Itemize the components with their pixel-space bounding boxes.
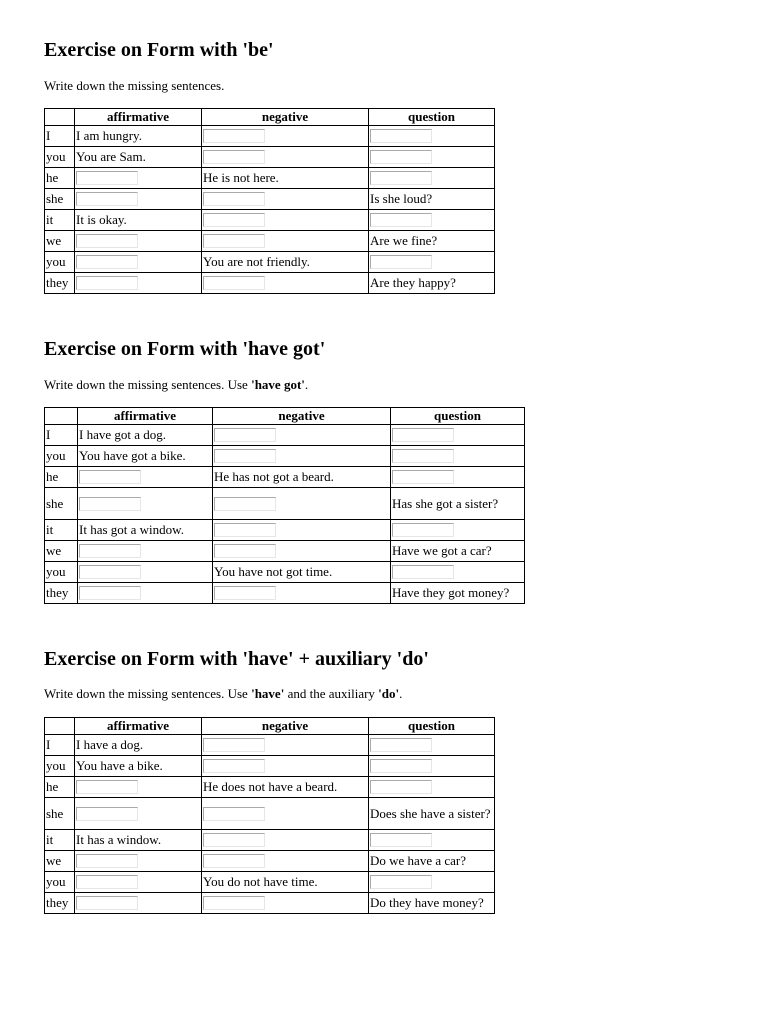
affirmative-answer-cell bbox=[75, 851, 202, 872]
negative-answer-input[interactable] bbox=[203, 759, 265, 773]
question-answer-cell bbox=[369, 735, 495, 756]
instruction-emphasis: 'have' bbox=[251, 686, 285, 701]
negative-answer-input[interactable] bbox=[203, 833, 265, 847]
negative-answer-cell bbox=[202, 231, 369, 252]
affirmative-answer-input[interactable] bbox=[76, 255, 138, 269]
affirmative-answer-cell bbox=[75, 168, 202, 189]
question-answer-input[interactable] bbox=[392, 428, 454, 442]
affirmative-sentence-cell: I have got a dog. bbox=[78, 425, 213, 446]
negative-answer-cell bbox=[202, 830, 369, 851]
affirmative-sentence-cell: It is okay. bbox=[75, 210, 202, 231]
affirmative-answer-cell bbox=[78, 467, 213, 488]
affirmative-answer-cell bbox=[75, 777, 202, 798]
question-answer-cell bbox=[369, 126, 495, 147]
question-answer-input[interactable] bbox=[370, 255, 432, 269]
affirmative-answer-input[interactable] bbox=[76, 171, 138, 185]
header-pronoun bbox=[45, 109, 75, 126]
table-row bbox=[45, 126, 495, 147]
negative-answer-input[interactable] bbox=[203, 150, 265, 164]
question-sentence-cell: Are they happy? bbox=[369, 273, 495, 294]
table-row bbox=[45, 830, 495, 851]
affirmative-answer-input[interactable] bbox=[76, 875, 138, 889]
affirmative-answer-cell bbox=[75, 798, 202, 830]
table-row bbox=[45, 168, 495, 189]
pronoun-cell: we bbox=[45, 541, 78, 562]
table-row bbox=[45, 467, 525, 488]
table-row bbox=[45, 872, 495, 893]
question-sentence-cell: Have they got money? bbox=[391, 583, 525, 604]
pronoun-cell: I bbox=[45, 126, 75, 147]
header-pronoun bbox=[45, 718, 75, 735]
table-row bbox=[45, 583, 525, 604]
header-question: question bbox=[369, 718, 495, 735]
table-row bbox=[45, 488, 525, 520]
pronoun-cell: you bbox=[45, 756, 75, 777]
affirmative-answer-cell bbox=[75, 872, 202, 893]
affirmative-answer-cell bbox=[75, 189, 202, 210]
affirmative-sentence-cell: You are Sam. bbox=[75, 147, 202, 168]
negative-answer-input[interactable] bbox=[203, 234, 265, 248]
question-answer-cell bbox=[391, 446, 525, 467]
question-sentence-cell: Do they have money? bbox=[369, 893, 495, 914]
pronoun-cell: I bbox=[45, 425, 78, 446]
instruction-text: Write down the missing sentences. Use bbox=[44, 377, 252, 392]
negative-answer-cell bbox=[202, 756, 369, 777]
pronoun-cell: she bbox=[45, 798, 75, 830]
negative-answer-cell bbox=[202, 893, 369, 914]
table-row bbox=[45, 798, 495, 830]
instruction-text: . bbox=[399, 686, 403, 701]
question-answer-input[interactable] bbox=[392, 470, 454, 484]
affirmative-answer-cell bbox=[75, 893, 202, 914]
negative-answer-input[interactable] bbox=[203, 276, 265, 290]
header-pronoun bbox=[45, 408, 78, 425]
question-answer-input[interactable] bbox=[370, 833, 432, 847]
question-answer-cell bbox=[369, 210, 495, 231]
negative-answer-cell bbox=[202, 798, 369, 830]
table-header-row bbox=[45, 718, 495, 735]
instruction-emphasis: 'have got' bbox=[251, 377, 305, 392]
table-row bbox=[45, 189, 495, 210]
affirmative-answer-cell bbox=[78, 541, 213, 562]
table-row bbox=[45, 231, 495, 252]
header-affirmative: affirmative bbox=[75, 718, 202, 735]
negative-answer-cell bbox=[213, 446, 391, 467]
question-answer-cell bbox=[369, 777, 495, 798]
pronoun-cell: they bbox=[45, 273, 75, 294]
question-answer-input[interactable] bbox=[370, 150, 432, 164]
question-sentence-cell: Has she got a sister? bbox=[391, 488, 525, 520]
negative-answer-input[interactable] bbox=[214, 523, 276, 537]
table-row bbox=[45, 851, 495, 872]
question-sentence-cell: Do we have a car? bbox=[369, 851, 495, 872]
negative-answer-input[interactable] bbox=[203, 213, 265, 227]
exercise-have-do-table bbox=[44, 717, 495, 914]
question-answer-cell bbox=[369, 252, 495, 273]
question-answer-input[interactable] bbox=[392, 523, 454, 537]
affirmative-answer-input[interactable] bbox=[76, 234, 138, 248]
pronoun-cell: it bbox=[45, 830, 75, 851]
table-row bbox=[45, 520, 525, 541]
pronoun-cell: she bbox=[45, 488, 78, 520]
question-answer-cell bbox=[369, 168, 495, 189]
negative-sentence-cell: You are not friendly. bbox=[202, 252, 369, 273]
question-answer-cell bbox=[391, 520, 525, 541]
pronoun-cell: you bbox=[45, 252, 75, 273]
negative-sentence-cell: You have not got time. bbox=[213, 562, 391, 583]
affirmative-answer-input[interactable] bbox=[76, 896, 138, 910]
table-row bbox=[45, 756, 495, 777]
affirmative-sentence-cell: It has a window. bbox=[75, 830, 202, 851]
pronoun-cell: he bbox=[45, 777, 75, 798]
instruction-text: and the auxiliary bbox=[284, 686, 379, 701]
affirmative-answer-input[interactable] bbox=[79, 565, 141, 579]
affirmative-answer-input[interactable] bbox=[79, 586, 141, 600]
question-answer-cell bbox=[369, 872, 495, 893]
negative-sentence-cell: He is not here. bbox=[202, 168, 369, 189]
question-answer-cell bbox=[391, 467, 525, 488]
table-row bbox=[45, 425, 525, 446]
table-row bbox=[45, 541, 525, 562]
table-header-row bbox=[45, 408, 525, 425]
question-sentence-cell: Is she loud? bbox=[369, 189, 495, 210]
table-row bbox=[45, 562, 525, 583]
exercise-have-got-section bbox=[44, 337, 534, 617]
header-question: question bbox=[369, 109, 495, 126]
negative-answer-cell bbox=[202, 147, 369, 168]
header-affirmative: affirmative bbox=[78, 408, 213, 425]
negative-answer-input[interactable] bbox=[214, 586, 276, 600]
header-question: question bbox=[391, 408, 525, 425]
affirmative-sentence-cell: It has got a window. bbox=[78, 520, 213, 541]
negative-sentence-cell: He has not got a beard. bbox=[213, 467, 391, 488]
negative-sentence-cell: He does not have a beard. bbox=[202, 777, 369, 798]
affirmative-answer-input[interactable] bbox=[79, 497, 141, 511]
table-row bbox=[45, 273, 495, 294]
affirmative-answer-cell bbox=[78, 488, 213, 520]
header-affirmative: affirmative bbox=[75, 109, 202, 126]
question-sentence-cell: Are we fine? bbox=[369, 231, 495, 252]
exercise-have-got-title: Exercise on Form with 'have got' bbox=[44, 338, 326, 360]
question-answer-input[interactable] bbox=[370, 213, 432, 227]
pronoun-cell: it bbox=[45, 520, 78, 541]
affirmative-answer-cell bbox=[78, 562, 213, 583]
pronoun-cell: they bbox=[45, 583, 78, 604]
affirmative-sentence-cell: You have got a bike. bbox=[78, 446, 213, 467]
pronoun-cell: she bbox=[45, 189, 75, 210]
question-answer-input[interactable] bbox=[392, 565, 454, 579]
affirmative-sentence-cell: I am hungry. bbox=[75, 126, 202, 147]
header-negative: negative bbox=[202, 718, 369, 735]
negative-answer-cell bbox=[213, 520, 391, 541]
pronoun-cell: I bbox=[45, 735, 75, 756]
pronoun-cell: you bbox=[45, 872, 75, 893]
question-answer-cell bbox=[391, 562, 525, 583]
pronoun-cell: he bbox=[45, 168, 75, 189]
question-answer-input[interactable] bbox=[370, 129, 432, 143]
question-answer-cell bbox=[391, 425, 525, 446]
exercise-have-do-instruction bbox=[44, 686, 402, 702]
negative-sentence-cell: You do not have time. bbox=[202, 872, 369, 893]
question-sentence-cell: Have we got a car? bbox=[391, 541, 525, 562]
pronoun-cell: you bbox=[45, 562, 78, 583]
negative-answer-input[interactable] bbox=[203, 854, 265, 868]
affirmative-answer-input[interactable] bbox=[79, 470, 141, 484]
table-row bbox=[45, 893, 495, 914]
negative-answer-cell bbox=[213, 583, 391, 604]
exercise-be-table bbox=[44, 108, 495, 294]
table-row bbox=[45, 446, 525, 467]
negative-answer-input[interactable] bbox=[203, 129, 265, 143]
exercise-be-instruction: Write down the missing sentences. bbox=[44, 78, 225, 93]
negative-answer-cell bbox=[213, 488, 391, 520]
affirmative-answer-input[interactable] bbox=[76, 192, 138, 206]
table-row bbox=[45, 252, 495, 273]
instruction-text: . bbox=[304, 377, 309, 392]
affirmative-answer-input[interactable] bbox=[76, 780, 138, 794]
affirmative-answer-input[interactable] bbox=[79, 544, 141, 558]
question-answer-input[interactable] bbox=[370, 171, 432, 185]
affirmative-answer-input[interactable] bbox=[76, 807, 138, 821]
exercise-be-title: Exercise on Form with 'be' bbox=[44, 39, 274, 61]
negative-answer-cell bbox=[202, 210, 369, 231]
exercise-be-section bbox=[44, 38, 504, 308]
affirmative-answer-input[interactable] bbox=[76, 854, 138, 868]
affirmative-answer-cell bbox=[75, 273, 202, 294]
table-row bbox=[45, 210, 495, 231]
question-answer-input[interactable] bbox=[370, 738, 432, 752]
affirmative-answer-cell bbox=[75, 252, 202, 273]
exercise-have-do-title: Exercise on Form with 'have' + auxiliary 'do' bbox=[44, 648, 429, 670]
question-answer-input[interactable] bbox=[370, 780, 432, 794]
affirmative-answer-input[interactable] bbox=[76, 276, 138, 290]
negative-answer-input[interactable] bbox=[214, 544, 276, 558]
question-answer-input[interactable] bbox=[370, 875, 432, 889]
table-row bbox=[45, 735, 495, 756]
affirmative-answer-cell bbox=[75, 231, 202, 252]
question-answer-input[interactable] bbox=[370, 759, 432, 773]
negative-answer-input[interactable] bbox=[203, 192, 265, 206]
instruction-text: Write down the missing sentences. Use bbox=[44, 686, 252, 701]
question-sentence-cell: Does she have a sister? bbox=[369, 798, 495, 830]
negative-answer-input[interactable] bbox=[214, 497, 276, 511]
negative-answer-cell bbox=[202, 273, 369, 294]
table-header-row bbox=[45, 109, 495, 126]
exercise-have-got-table bbox=[44, 407, 525, 604]
affirmative-sentence-cell: You have a bike. bbox=[75, 756, 202, 777]
header-negative: negative bbox=[202, 109, 369, 126]
pronoun-cell: it bbox=[45, 210, 75, 231]
pronoun-cell: you bbox=[45, 446, 78, 467]
negative-answer-input[interactable] bbox=[214, 449, 276, 463]
negative-answer-input[interactable] bbox=[214, 428, 276, 442]
table-row bbox=[45, 777, 495, 798]
negative-answer-input[interactable] bbox=[203, 738, 265, 752]
negative-answer-cell bbox=[202, 851, 369, 872]
negative-answer-input[interactable] bbox=[203, 807, 265, 821]
exercise-have-do-section bbox=[44, 647, 504, 937]
affirmative-sentence-cell: I have a dog. bbox=[75, 735, 202, 756]
negative-answer-input[interactable] bbox=[203, 896, 265, 910]
exercise-have-got-instruction bbox=[44, 377, 308, 393]
question-answer-input[interactable] bbox=[392, 449, 454, 463]
header-negative: negative bbox=[213, 408, 391, 425]
pronoun-cell: we bbox=[45, 231, 75, 252]
negative-answer-cell bbox=[202, 189, 369, 210]
pronoun-cell: they bbox=[45, 893, 75, 914]
table-row bbox=[45, 147, 495, 168]
negative-answer-cell bbox=[202, 126, 369, 147]
negative-answer-cell bbox=[213, 425, 391, 446]
negative-answer-cell bbox=[202, 735, 369, 756]
negative-answer-cell bbox=[213, 541, 391, 562]
pronoun-cell: you bbox=[45, 147, 75, 168]
pronoun-cell: he bbox=[45, 467, 78, 488]
question-answer-cell bbox=[369, 147, 495, 168]
pronoun-cell: we bbox=[45, 851, 75, 872]
affirmative-answer-cell bbox=[78, 583, 213, 604]
instruction-emphasis: 'do' bbox=[378, 686, 400, 701]
question-answer-cell bbox=[369, 830, 495, 851]
question-answer-cell bbox=[369, 756, 495, 777]
